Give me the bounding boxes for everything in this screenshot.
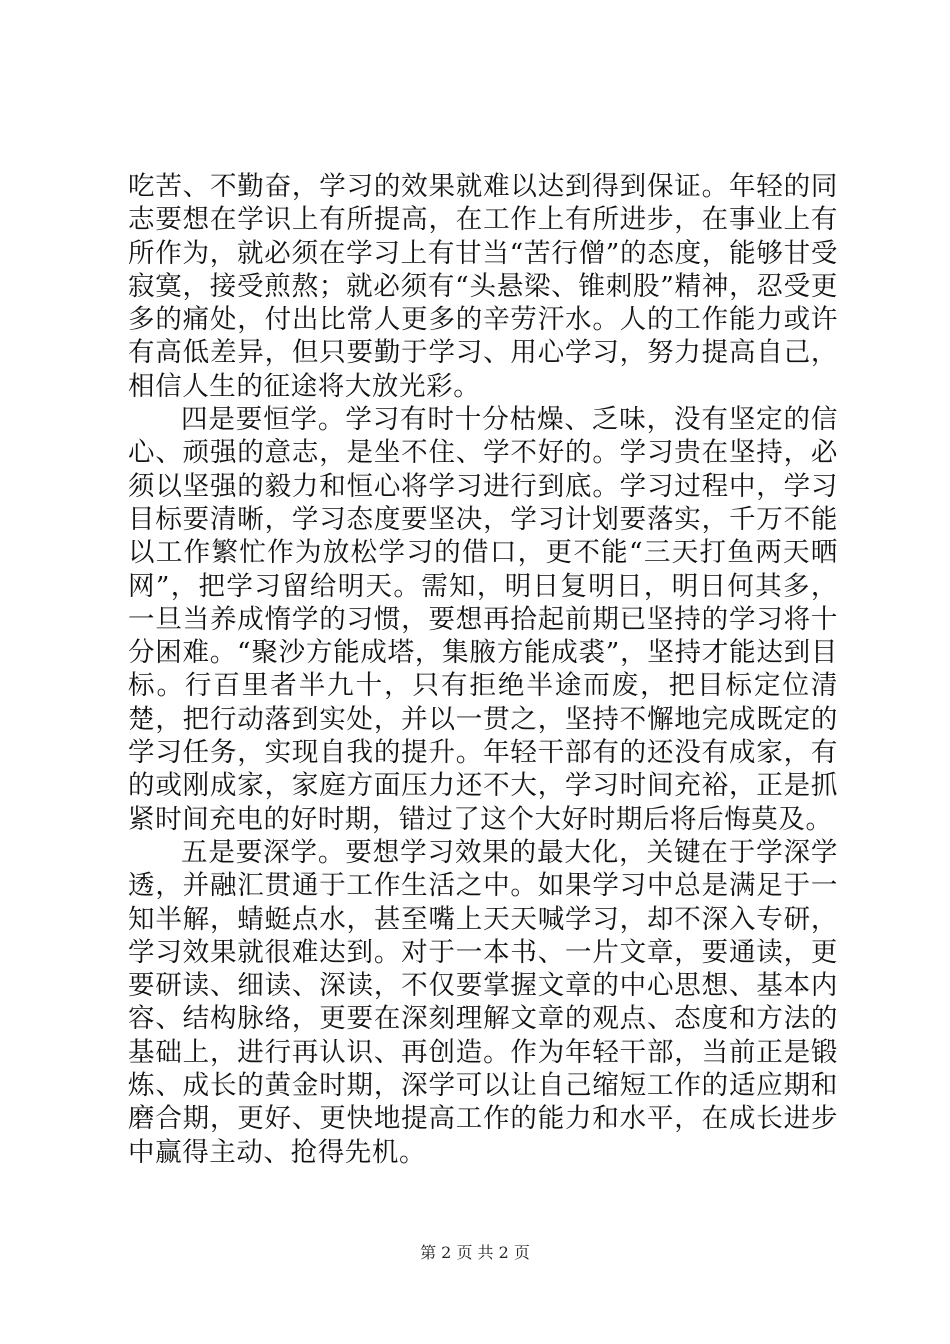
- body-text: [128, 170, 838, 1169]
- paragraph-2: 四是要恒学。学习有时十分枯燥、乏味，没有坚定的信心、顽强的意志，是坐不住、学不好的。学习贵在坚持，必须以坚强的毅力和恒心将学习进行到底。学习过程中，学习目标要清晰，学习态度要坚决，学习计划要落实，千万不能以工作繁忙作为放松学习的借口，更不能“三天打鱼两天晒网”，把学习留给明天。需知，明日复明日，明日何其多，一旦当养成惰学的习惯，要想再拾起前期已坚持的学习将十分困难。“聚沙方能成塔，集腋方能成裘”，坚持才能达到目标。行百里者半九十，只有拒绝半途而废，把目标定位清楚，把行动落到实处，并以一贯之，坚持不懈地完成既定的学习任务，实现自我的提升。年轻干部有的还没有成家，有的或刚成家，家庭方面压力还不大，学习时间充裕，正是抓紧时间充电的好时期，错过了这个大好时期后将后悔莫及。: [128, 404, 838, 835]
- paragraph-3: 五是要深学。要想学习效果的最大化，关键在于学深学透，并融汇贯通于工作生活之中。如果学习中总是满足于一知半解，蜻蜓点水，甚至嘴上天天喊学习，却不深入专研，学习效果就很难达到。对于一本书、一片文章，要通读，更要研读、细读、深读，不仅要掌握文章的中心思想、基本内容、结构脉络，更要在深刻理解文章的观点、态度和方法的基础上，进行再认识、再创造。作为年轻干部，当前正是锻炼、成长的黄金时期，深学可以让自己缩短工作的适应期和磨合期，更好、更快地提高工作的能力和水平，在成长进步中赢得主动、抢得先机。: [128, 836, 838, 1168]
- page-footer: [0, 1243, 950, 1263]
- page-number-label: 第 2 页 共 2 页: [420, 1243, 530, 1262]
- paragraph-1: 吃苦、不勤奋，学习的效果就难以达到得到保证。年轻的同志要想在学识上有所提高，在工作上有所进步，在事业上有所作为，就必须在学习上有甘当“苦行僧”的态度，能够甘受寂寞，接受煎熬；就必须有“头悬梁、锥刺股”精神，忍受更多的痛处，付出比常人更多的辛劳汗水。人的工作能力或许有高低差异，但只要勤于学习、用心学习，努力提高自己，相信人生的征途将大放光彩。: [128, 171, 838, 402]
